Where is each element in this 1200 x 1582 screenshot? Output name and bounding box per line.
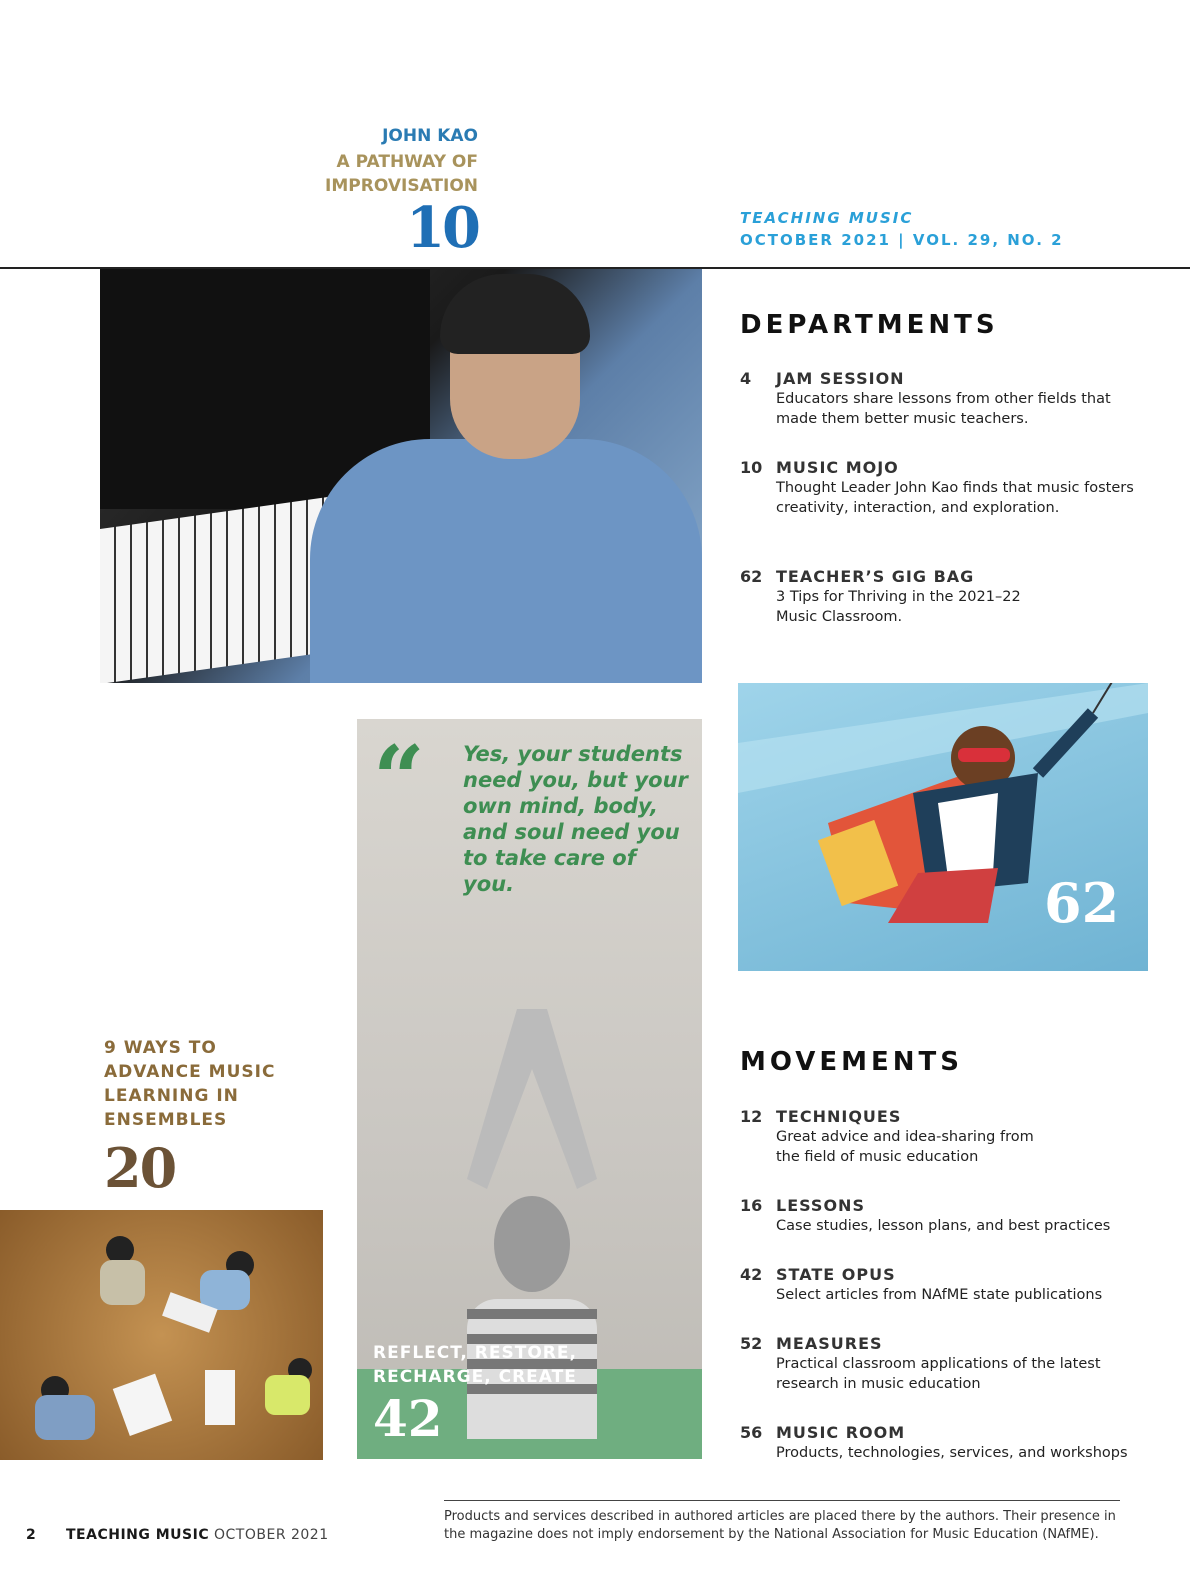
entry-title: MEASURES — [776, 1334, 883, 1353]
entry-page: 16 — [740, 1196, 763, 1215]
entry-description: Educators share lessons from other fields that made them better music teachers. — [776, 391, 1111, 427]
entry-page: 12 — [740, 1107, 763, 1126]
movement-entry — [740, 1107, 1160, 1167]
entry-title: JAM SESSION — [776, 369, 905, 388]
movement-entry — [740, 1334, 1160, 1394]
issue-info: OCTOBER 2021 | VOL. 29, NO. 2 — [740, 231, 1064, 249]
footer-date: OCTOBER 2021 — [214, 1527, 329, 1543]
entry-title: STATE OPUS — [776, 1265, 896, 1284]
yoga-feature-title — [373, 1341, 633, 1389]
entry-description: Products, technologies, services, and workshops — [776, 1445, 1128, 1461]
movement-entry — [740, 1265, 1160, 1305]
ensembles-title-line1: 9 WAYS TO — [104, 1038, 217, 1058]
pull-quote: Yes, your students need you, but your own mind, body, and soul need you to take care of you. — [463, 742, 688, 896]
department-entry — [740, 567, 1160, 627]
ensembles-title-line4: ENSEMBLES — [104, 1110, 228, 1130]
yoga-photo-panel — [357, 719, 702, 1459]
entry-title: TEACHER’S GIG BAG — [776, 567, 975, 586]
entry-description: 3 Tips for Thriving in the 2021–22 Music Classroom. — [776, 589, 1021, 625]
footer-page-number: 2 — [26, 1527, 36, 1543]
department-entry — [740, 369, 1160, 429]
footer-magazine-name: TEACHING MUSIC — [66, 1527, 210, 1543]
entry-page: 4 — [740, 369, 752, 388]
person-shirt-shape — [310, 439, 702, 683]
movement-entry — [740, 1423, 1160, 1463]
movement-entry — [740, 1196, 1160, 1236]
ensemble-drawing — [0, 1210, 323, 1460]
entry-title: TECHNIQUES — [776, 1107, 902, 1126]
entry-title: MUSIC MOJO — [776, 458, 899, 477]
footer-rule — [444, 1500, 1120, 1501]
magazine-name: TEACHING MUSIC — [740, 209, 914, 227]
feature-title-line2: IMPROVISATION — [325, 176, 478, 196]
entry-description: Thought Leader John Kao finds that music fosters creativity, interaction, and exploration. — [776, 480, 1134, 516]
movements-heading: MOVEMENTS — [740, 1047, 964, 1077]
ensemble-musicians-photo — [0, 1210, 323, 1460]
ensembles-feature-title — [104, 1036, 324, 1132]
ensembles-title-line2: ADVANCE MUSIC — [104, 1062, 276, 1082]
entry-title: MUSIC ROOM — [776, 1423, 906, 1442]
superhero-teacher-illustration — [738, 683, 1148, 971]
yoga-page-number: 42 — [373, 1389, 443, 1448]
ensembles-title-line3: LEARNING IN — [104, 1086, 239, 1106]
entry-page: 62 — [740, 567, 763, 586]
footer-disclaimer: Products and services described in authored articles are placed there by the authors. Their presence in the magazine does not imply endorsement by the National Association for Music Education (NAfME). — [444, 1509, 1116, 1542]
entry-description: Select articles from NAfME state publications — [776, 1287, 1103, 1303]
person-hair-shape — [440, 274, 590, 354]
yoga-title-line1: REFLECT, RESTORE, — [373, 1343, 577, 1363]
feature-page-number: 10 — [406, 195, 478, 261]
entry-description: Practical classroom applications of the latest research in music education — [776, 1356, 1101, 1392]
entry-description: Great advice and idea-sharing from the field of music education — [776, 1129, 1034, 1165]
john-kao-piano-photo — [100, 269, 702, 683]
yoga-title-line2: RECHARGE, CREATE — [373, 1367, 577, 1387]
feature-title-line1: A PATHWAY OF — [336, 152, 478, 172]
entry-page: 52 — [740, 1334, 763, 1353]
hero-page-number: 62 — [1044, 871, 1120, 935]
feature-title — [300, 150, 478, 198]
entry-description: Case studies, lesson plans, and best practices — [776, 1218, 1111, 1234]
department-entry — [740, 458, 1160, 538]
departments-heading: DEPARTMENTS — [740, 310, 999, 340]
entry-title: LESSONS — [776, 1196, 865, 1215]
quote-mark-icon: “ — [373, 726, 425, 832]
entry-page: 56 — [740, 1423, 763, 1442]
ensembles-page-number: 20 — [104, 1136, 176, 1200]
feature-author: JOHN KAO — [382, 126, 478, 146]
entry-page: 42 — [740, 1265, 763, 1284]
entry-page: 10 — [740, 458, 763, 477]
